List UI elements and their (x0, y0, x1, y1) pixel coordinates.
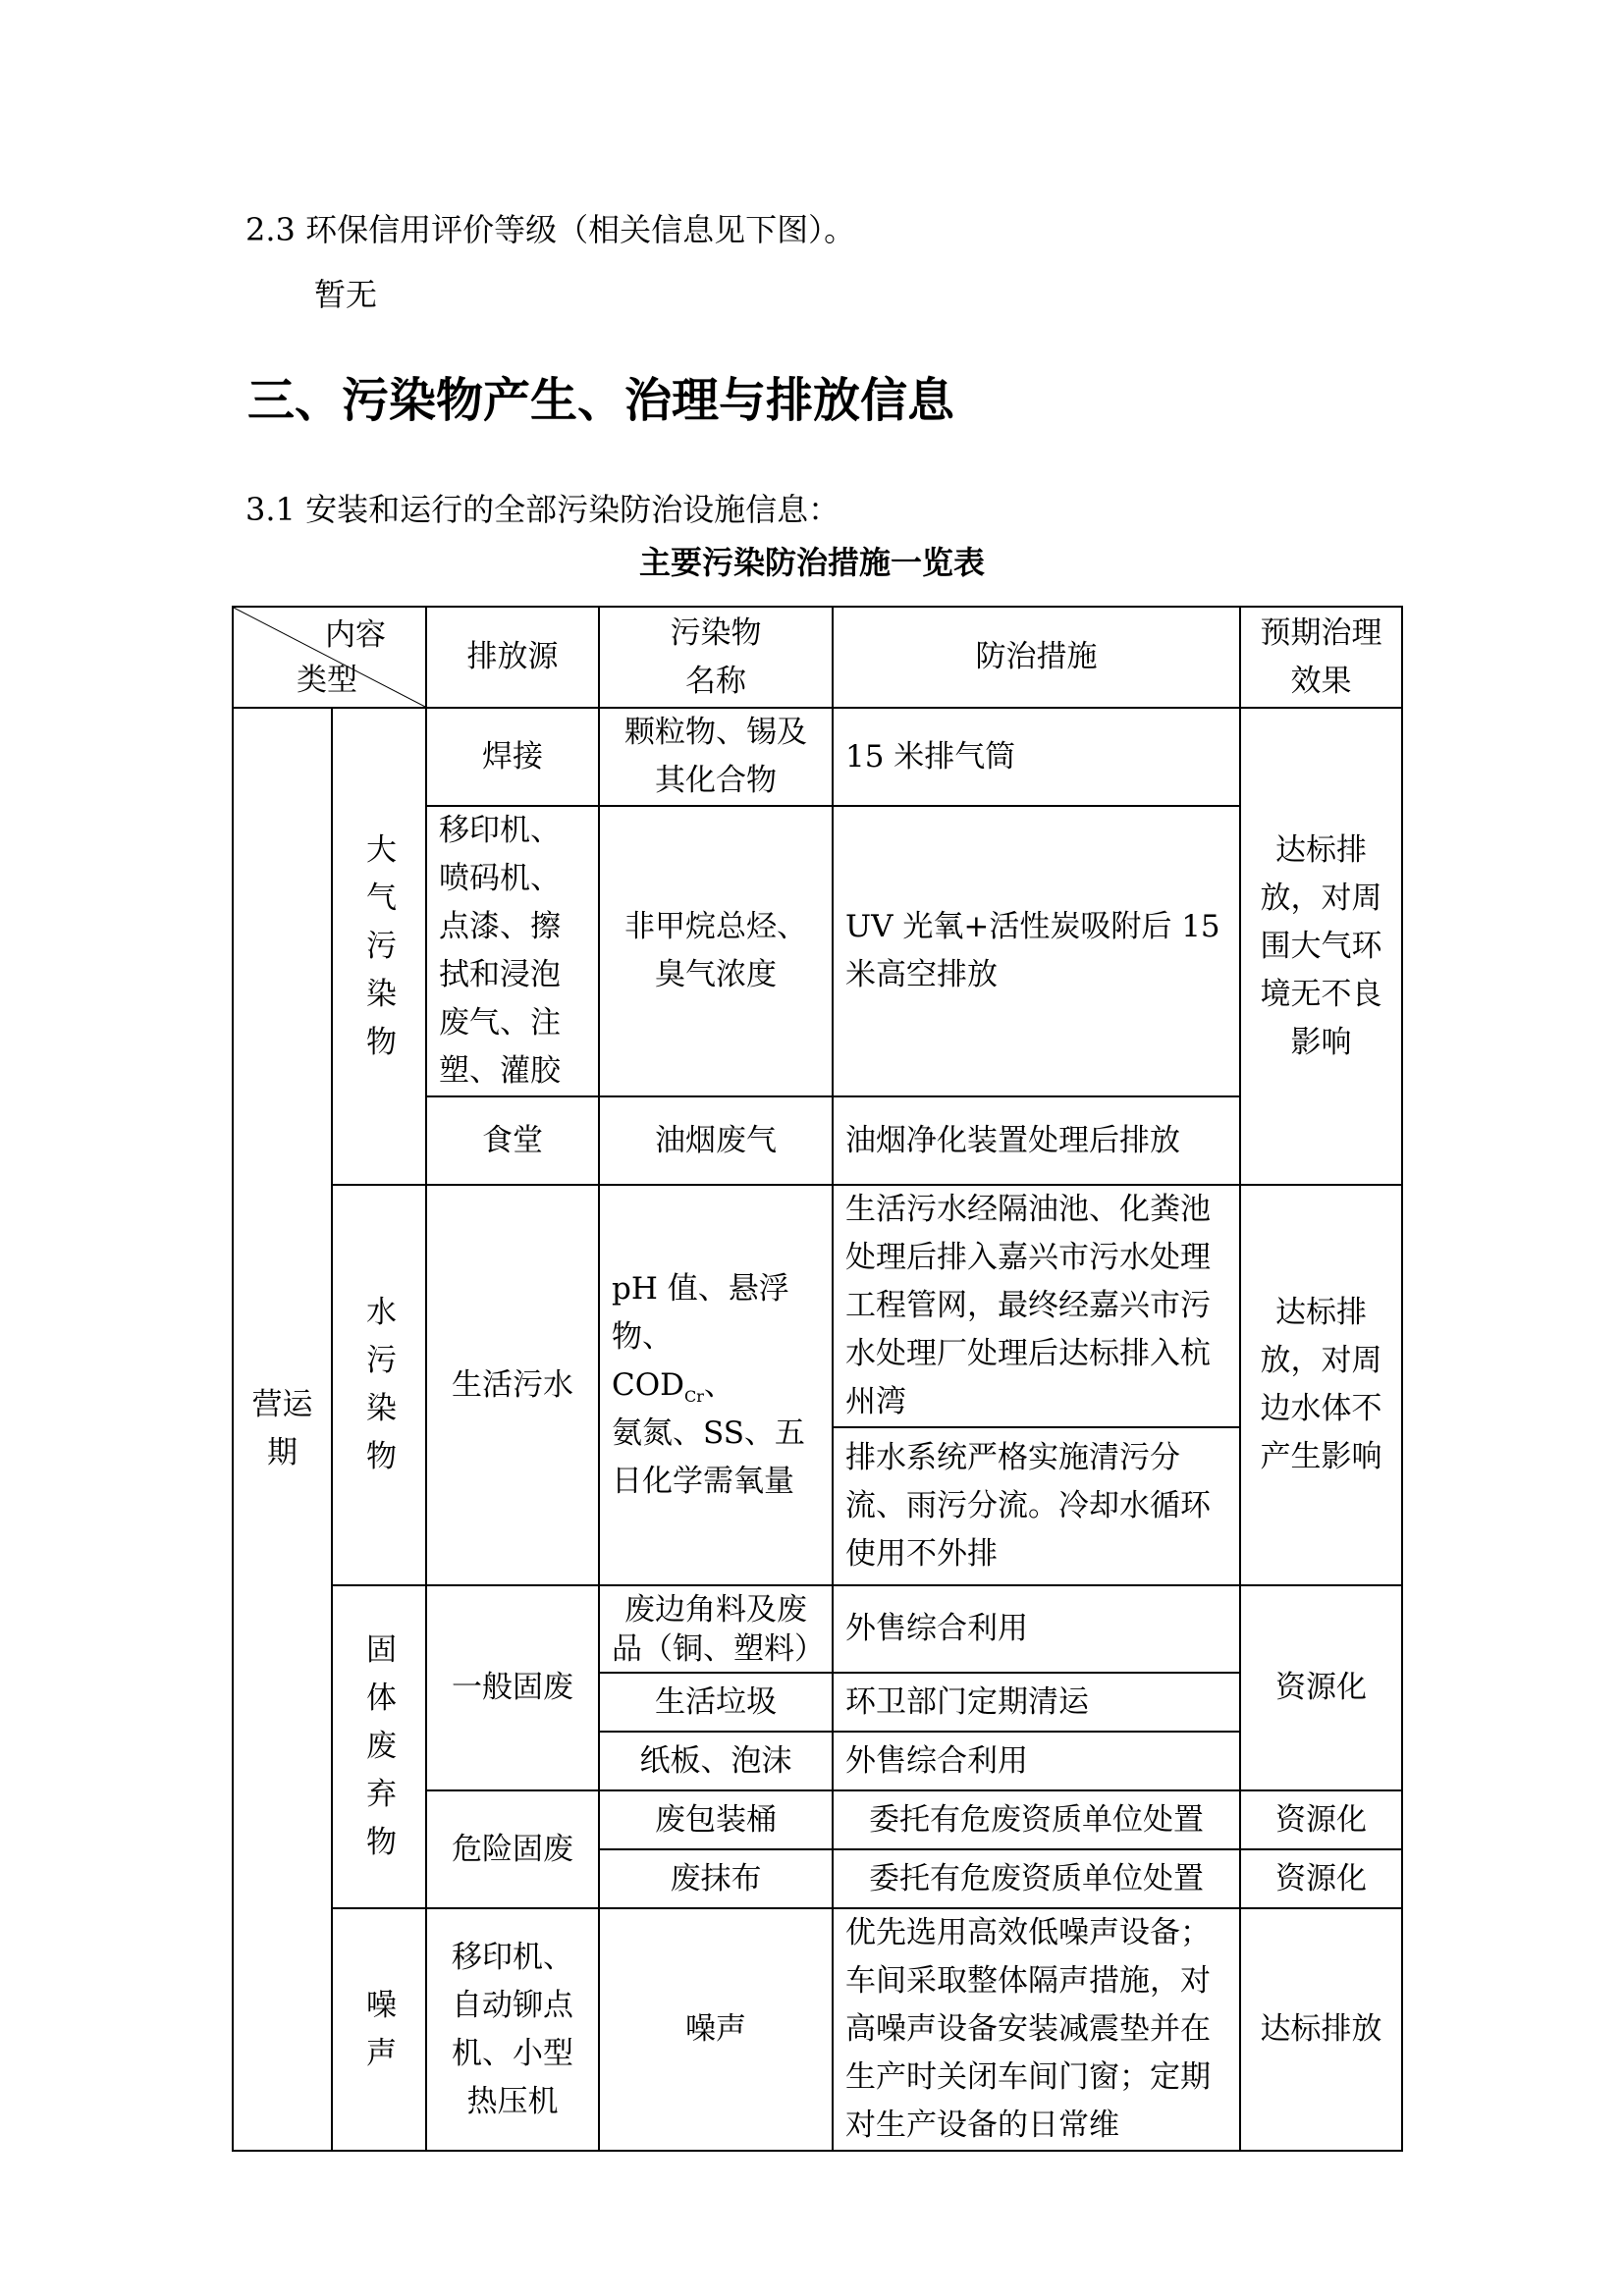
source-cell: 移印机、自动铆点机、小型热压机 (426, 1908, 599, 2151)
header-source: 排放源 (426, 607, 599, 708)
header-content: 内容 (325, 617, 386, 653)
measure-cell: 外售综合利用 (833, 1585, 1240, 1673)
type-solid: 固体废弃物 (332, 1585, 426, 1908)
measure-cell: 油烟净化装置处理后排放 (833, 1096, 1240, 1185)
effect-cell: 资源化 (1240, 1790, 1402, 1849)
header-effect: 预期治理效果 (1240, 607, 1402, 708)
pollutant-cell: 颗粒物、锡及其化合物 (599, 708, 833, 806)
period-cell: 营运期 (233, 708, 332, 2151)
cod-tail: 、 (703, 1366, 734, 1403)
pollutant-line: 氨氮、SS、五日化学需氧量 (612, 1415, 805, 1499)
pollution-control-table (232, 606, 1403, 2152)
measure-cell: UV 光氧+活性炭吸附后 15 米高空排放 (833, 806, 1240, 1096)
measure-cell: 排水系统严格实施清污分流、雨污分流。冷却水循环使用不外排 (833, 1427, 1240, 1585)
source-cell: 一般固废 (426, 1585, 599, 1790)
cod-subscript: Cr (684, 1386, 704, 1406)
measure-cell: 环卫部门定期清运 (833, 1673, 1240, 1732)
source-cell: 焊接 (426, 708, 599, 806)
type-noise: 噪声 (332, 1908, 426, 2151)
table-row (233, 1585, 1402, 1673)
credit-rating-value: 暂无 (314, 276, 378, 313)
type-water: 水污染物 (332, 1185, 426, 1585)
table-row (233, 1908, 1402, 2151)
header-type: 类型 (297, 663, 357, 698)
pollutant-cell: 废包装桶 (599, 1790, 833, 1849)
effect-cell: 达标排放，对周边水体不产生影响 (1240, 1185, 1402, 1585)
table-caption: 主要污染防治措施一览表 (638, 544, 985, 581)
source-cell: 移印机、喷码机、点漆、擦拭和浸泡废气、注塑、灌胶 (426, 806, 599, 1096)
pollutant-line (612, 1362, 820, 1410)
section-2-3-title: 2.3 环保信用评价等级（相关信息见下图）。 (245, 211, 856, 248)
measure-cell: 外售综合利用 (833, 1732, 1240, 1790)
pollutant-cell: 生活垃圾 (599, 1673, 833, 1732)
table-header-row (233, 607, 1402, 708)
section-3-1-title: 3.1 安装和运行的全部污染防治设施信息： (245, 491, 840, 528)
effect-cell: 资源化 (1240, 1849, 1402, 1908)
header-measure: 防治措施 (833, 607, 1240, 708)
source-cell: 生活污水 (426, 1185, 599, 1585)
section-3-heading: 三、污染物产生、治理与排放信息 (247, 373, 955, 428)
header-pollutant: 污染物名称 (599, 607, 833, 708)
pollutant-cell: 废边角料及废品（铜、塑料） (599, 1585, 833, 1673)
diagonal-header-cell (233, 607, 426, 708)
pollutant-cell (599, 1185, 833, 1585)
effect-cell: 达标排放，对周围大气环境无不良影响 (1240, 708, 1402, 1185)
measure-cell: 委托有危废资质单位处置 (833, 1790, 1240, 1849)
pollutant-cell: 纸板、泡沫 (599, 1732, 833, 1790)
table-row (233, 708, 1402, 806)
measure-cell: 优先选用高效低噪声设备；车间采取整体隔声措施，对高噪声设备安装减震垫并在生产时关闭车间门窗；定期对生产设备的日常维 (833, 1908, 1240, 2151)
measure-cell: 生活污水经隔油池、化粪池处理后排入嘉兴市污水处理工程管网，最终经嘉兴市污水处理厂处理后达标排入杭州湾 (833, 1185, 1240, 1427)
source-cell: 食堂 (426, 1096, 599, 1185)
pollutant-cell: 废抹布 (599, 1849, 833, 1908)
cod-label: COD (612, 1366, 684, 1403)
measure-cell: 委托有危废资质单位处置 (833, 1849, 1240, 1908)
table-row (233, 1185, 1402, 1427)
source-cell: 危险固废 (426, 1790, 599, 1908)
pollutant-cell: 非甲烷总烃、臭气浓度 (599, 806, 833, 1096)
pollutant-cell: 油烟废气 (599, 1096, 833, 1185)
type-air: 大气污染物 (332, 708, 426, 1185)
pollutant-cell: 噪声 (599, 1908, 833, 2151)
pollutant-line: pH 值、悬浮物、 (612, 1270, 789, 1355)
effect-cell: 达标排放 (1240, 1908, 1402, 2151)
effect-cell: 资源化 (1240, 1585, 1402, 1790)
measure-cell: 15 米排气筒 (833, 708, 1240, 806)
